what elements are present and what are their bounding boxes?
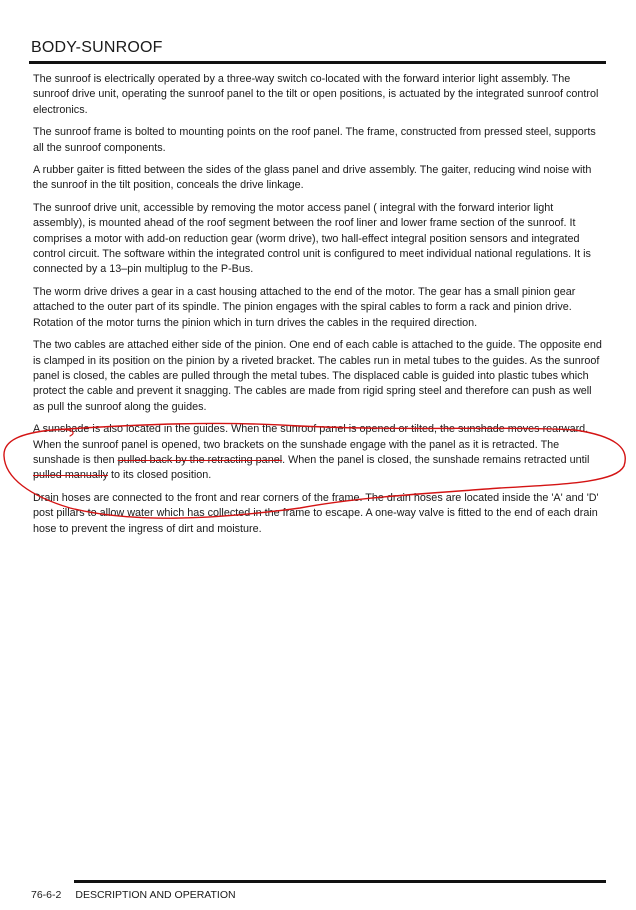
paragraph-worm-drive: The worm drive drives a gear in a cast housing attached to the end of the motor. The gear has a small pinion gear attached to the outer part of its spindle. The pinion engages with the spiral cables to form a rack and pinion drive. Rotation of the motor turns the pinion which in turn drives the cables in the required direction. bbox=[33, 285, 576, 329]
footer-section: DESCRIPTION AND OPERATION bbox=[75, 889, 236, 901]
paragraph-cables: The two cables are attached either side of the pinion. One end of each cable is attached to the guide. The opposite end is clamped in its position on the pinion by a riveted bracket. The cables run in metal tubes to the guides. As the sunroof panel is closed, the cables are pulled through the metal tubes. The displaced cable is guided into plastic tubes which protect the cable and prevent it snagging. The cables are made from rigid spring steel and therefore can push as well as pull the sunroof along the guides. bbox=[33, 339, 602, 413]
paragraph-overview: The sunroof is electrically operated by a three-way switch co-located with the forward interior light assembly. The sunroof drive unit, operating the sunroof panel to the tilt or open positions, is actuated by the integrated sunroof control electronics. bbox=[33, 73, 599, 116]
page-footer bbox=[31, 889, 236, 901]
paragraph-gaiter: A rubber gaiter is fitted between the sides of the glass panel and drive assembly. The gaiter, reducing wind noise with the sunroof in the tilt position, conceals the drive linkage. bbox=[33, 164, 592, 192]
paragraph-frame: The sunroof frame is bolted to mounting points on the roof panel. The frame, constructed from pressed steel, supports all the sunroof components. bbox=[33, 126, 596, 154]
sunshade-text-1: A sunshade is also located in the guides. When the sunroof panel is opened or tilted, the sunshade moves rearward. When the sunroof panel is opened, two brackets on the sunshade engage with the panel as it is retracted. The sunshade is then bbox=[33, 423, 589, 466]
struck-text-pulled-manually: pulled manually bbox=[33, 469, 109, 482]
document-body bbox=[33, 72, 604, 544]
title-rule bbox=[29, 61, 606, 64]
sunshade-text-2: . When the panel is closed, the sunshade remains retracted until bbox=[282, 453, 590, 466]
page-number: 76-6-2 bbox=[31, 889, 62, 901]
struck-text-retracting-panel: pulled back by the retracting panel bbox=[117, 453, 283, 466]
footer-rule bbox=[74, 880, 606, 883]
paragraph-drain-hoses: Drain hoses are connected to the front and rear corners of the frame. The drain hoses are located inside the 'A' and 'D' post pillars to allow water which has collected in the frame to escape. A one-way valve is fitted to the end of each drain hose to prevent the ingress of dirt and moisture. bbox=[33, 491, 599, 535]
paragraph-sunshade bbox=[33, 422, 604, 484]
page-title: BODY-SUNROOF bbox=[31, 39, 163, 56]
paragraph-drive-unit: The sunroof drive unit, accessible by removing the motor access panel ( integral with the forward interior light assembly), is mounted ahead of the roof segment between the roof liner and lower frame section of the sunroof. It comprises a motor with add-on reduction gear (worm drive), two hall-effect integral position sensors and integrated control circuit. The software within the integrated control unit is configured to meet individual national regulations. It is connected by a 13–pin multiplug to the P-Bus. bbox=[33, 201, 591, 276]
sunshade-text-3: to its closed position. bbox=[108, 469, 212, 482]
